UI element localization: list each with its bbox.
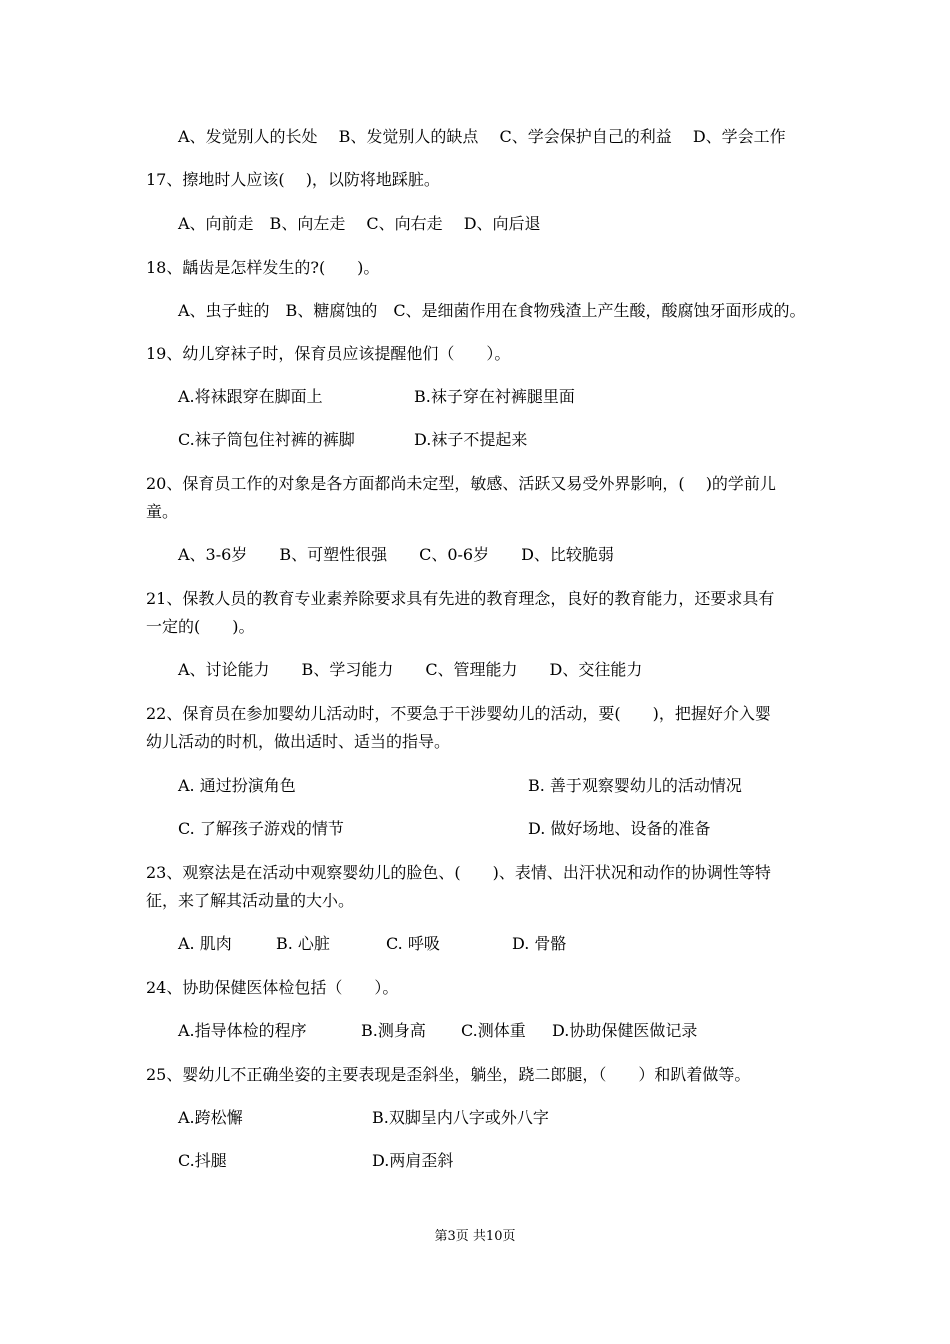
- q24-option-a: A.指导体检的程序: [178, 1021, 307, 1040]
- q18-options: A、虫子蛀的 B、糖腐蚀的 C、是细菌作用在食物残渣上产生酸，酸腐蚀牙面形成的。: [178, 301, 806, 320]
- q25-option-d: D.两肩歪斜: [372, 1151, 454, 1170]
- q22-option-a: A. 通过扮演角色: [178, 776, 296, 795]
- page-number-footer: 第3页 共10页: [434, 1229, 516, 1244]
- q23-option-d: D. 骨骼: [512, 934, 567, 953]
- question-17: 17、擦地时人应该( )，以防将地踩脏。: [146, 170, 440, 189]
- question-20-line-2: 童。: [146, 502, 179, 521]
- q23-option-c: C. 呼吸: [386, 934, 440, 953]
- q24-option-d: D.协助保健医做记录: [552, 1021, 698, 1040]
- q23-option-a: A. 肌肉: [178, 934, 232, 953]
- q20-options: A、3-6岁 B、可塑性很强 C、0-6岁 D、比较脆弱: [178, 545, 614, 564]
- q22-option-d: D. 做好场地、设备的准备: [528, 819, 711, 838]
- q25-option-a: A.跨松懈: [178, 1108, 243, 1127]
- question-23-line-1: 23、观察法是在活动中观察婴幼儿的脸色、( )、表情、出汗状况和动作的协调性等特: [146, 863, 771, 882]
- q19-option-a: A.将袜跟穿在脚面上: [178, 387, 323, 406]
- question-21-line-1: 21、保教人员的教育专业素养除要求具有先进的教育理念，良好的教育能力，还要求具有: [146, 589, 775, 608]
- q23-option-b: B. 心脏: [276, 934, 330, 953]
- q22-option-c: C. 了解孩子游戏的情节: [178, 819, 344, 838]
- q19-option-b: B.袜子穿在衬裤腿里面: [414, 387, 575, 406]
- question-22-line-2: 幼儿活动的时机，做出适时、适当的指导。: [146, 732, 451, 751]
- q19-option-d: D.袜子不提起来: [414, 430, 528, 449]
- q24-option-b: B.测身高: [361, 1021, 426, 1040]
- question-20-line-1: 20、保育员工作的对象是各方面都尚未定型，敏感、活跃又易受外界影响，( )的学前儿: [146, 474, 776, 493]
- q22-option-b: B. 善于观察婴幼儿的活动情况: [528, 776, 742, 795]
- question-25: 25、婴幼儿不正确坐姿的主要表现是歪斜坐，躺坐，跷二郎腿，（ ）和趴着做等。: [146, 1065, 751, 1084]
- q16-options: A、发觉别人的长处 B、发觉别人的缺点 C、学会保护自己的利益 D、学会工作: [178, 127, 786, 146]
- question-24: 24、协助保健医体检包括（ ）。: [146, 978, 399, 997]
- q24-option-c: C.测体重: [461, 1021, 526, 1040]
- q19-option-c: C.袜子筒包住衬裤的裤脚: [178, 430, 355, 449]
- question-18: 18、龋齿是怎样发生的?( )。: [146, 258, 380, 277]
- question-21-line-2: 一定的( )。: [146, 617, 255, 636]
- q21-options: A、讨论能力 B、学习能力 C、管理能力 D、交往能力: [178, 660, 643, 679]
- question-19: 19、幼儿穿袜子时，保育员应该提醒他们（ ）。: [146, 344, 511, 363]
- q25-option-b: B.双脚呈内八字或外八字: [372, 1108, 549, 1127]
- question-22-line-1: 22、保育员在参加婴幼儿活动时，不要急于干涉婴幼儿的活动，要( )，把握好介入婴: [146, 704, 771, 723]
- question-23-line-2: 征，来了解其活动量的大小。: [146, 891, 355, 910]
- q25-option-c: C.抖腿: [178, 1151, 227, 1170]
- q17-options: A、向前走 B、向左走 C、向右走 D、向后退: [178, 214, 541, 233]
